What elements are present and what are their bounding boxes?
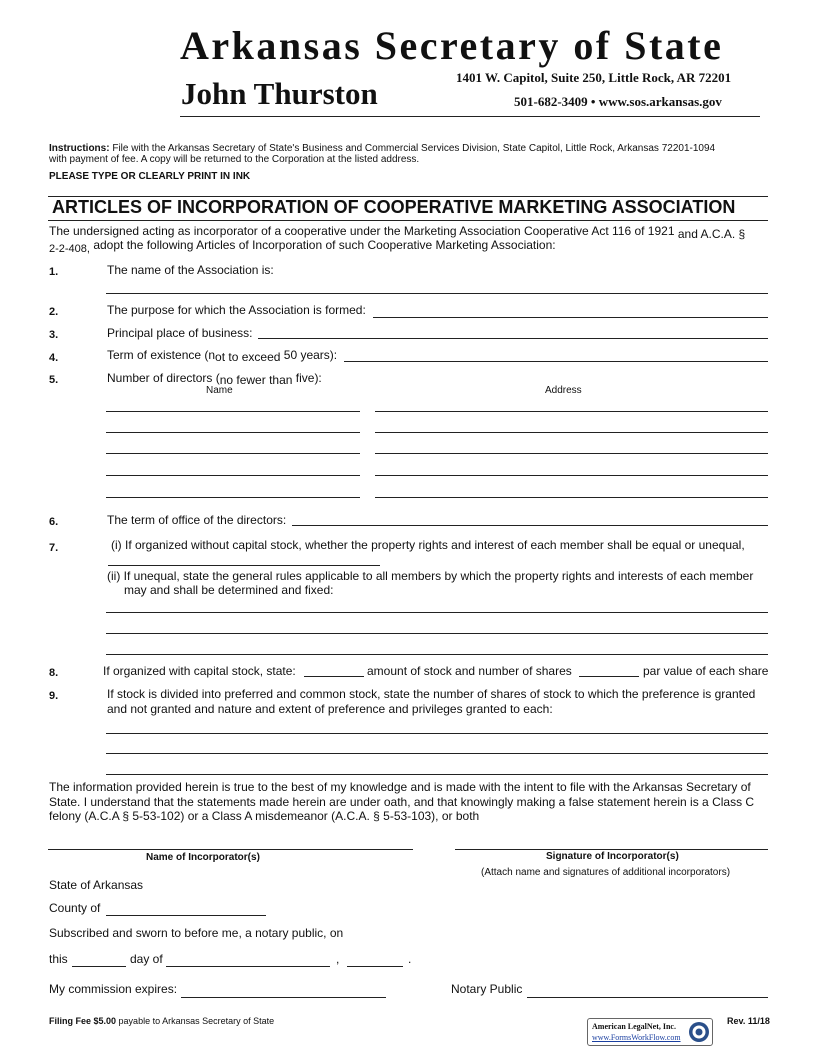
item-4-label [107, 348, 337, 362]
year-field[interactable] [347, 954, 403, 967]
term-of-existence-field[interactable] [344, 349, 768, 362]
rules-field[interactable] [106, 654, 768, 655]
legalnet-url[interactable]: www.FormsWorkFlow.com [592, 1033, 681, 1042]
item-8-par-label: par value of each share [643, 664, 769, 678]
month-field[interactable] [166, 954, 330, 967]
legalnet-logo [587, 1018, 713, 1046]
intro-line-1: The undersigned acting as incorporator of a cooperative under the Marketing Association Cooperative Act 116 of 1921 [49, 224, 675, 238]
rules-field[interactable] [106, 633, 768, 634]
attach-note: (Attach name and signatures of additional incorporators) [481, 867, 731, 878]
address-column-header: Address [545, 385, 582, 396]
item-6-number: 6. [49, 516, 59, 528]
oath-line-1: The information provided herein is true to the best of my knowledge and is made with the intent to file with the Arkansas Secretary of [49, 780, 751, 794]
revision [727, 1016, 770, 1026]
purpose-field[interactable] [373, 305, 768, 318]
item-1-number: 1. [49, 266, 59, 278]
item-8-label: If organized with capital stock, state: [103, 664, 296, 678]
header-rule [180, 116, 760, 117]
intro-aca: and A.C.A. § [677, 227, 746, 241]
incorporator-signature-label: Signature of Incorporator(s) [546, 851, 679, 862]
item-3-label: Principal place of business: [107, 326, 253, 340]
preference-field[interactable] [106, 733, 768, 734]
item-1-label: The name of the Association is: [107, 263, 274, 277]
this-label: this [49, 952, 68, 966]
item-8-number: 8. [49, 667, 59, 679]
item-5-text-a: Number of directors ( [107, 371, 220, 385]
period: . [408, 952, 412, 966]
rules-field[interactable] [106, 612, 768, 613]
header-address: 1401 W. Capitol, Suite 250, Little Rock, AR 72201 [456, 70, 732, 85]
filing-fee-text: payable to Arkansas Secretary of State [118, 1016, 275, 1026]
item-4-text-c: 50 years): [283, 348, 338, 362]
notary-signature-field[interactable] [527, 985, 768, 998]
item-4-number: 4. [49, 352, 59, 364]
par-value-field[interactable] [579, 664, 639, 677]
header-name: John Thurston [181, 76, 378, 111]
form-title: ARTICLES OF INCORPORATION OF COOPERATIVE MARKETING ASSOCIATION [52, 197, 736, 217]
county-label: County of [49, 901, 101, 915]
item-5-text-b: no fewer than [219, 373, 293, 387]
principal-place-field[interactable] [258, 326, 768, 339]
preference-field[interactable] [106, 753, 768, 754]
intro-line-2: adopt the following Articles of Incorporation of such Cooperative Marketing Association: [93, 238, 556, 252]
filing-fee [49, 1016, 274, 1026]
item-6-label: The term of office of the directors: [107, 513, 287, 527]
association-name-field[interactable] [106, 293, 768, 294]
item-5-number: 5. [49, 374, 59, 386]
intro-statute: 2-2-408, [49, 243, 90, 255]
header-title: Arkansas Secretary of State [180, 23, 724, 68]
incorporator-signature-field[interactable] [455, 849, 768, 850]
revision-label: Rev. [727, 1016, 746, 1026]
notary-label: Notary Public [451, 982, 523, 996]
amount-of-stock-field[interactable] [304, 664, 364, 677]
director-name-field[interactable] [106, 432, 360, 433]
item-3-number: 3. [49, 329, 59, 341]
title-rule-bottom [48, 220, 768, 221]
item-9-label: If stock is divided into preferred and common stock, state the number of shares of stock to which the preference is granted [107, 687, 756, 701]
item-9-label-cont: and not granted and nature and extent of preference and privileges granted to each: [107, 702, 553, 716]
name-column-header: Name [206, 385, 233, 396]
incorporator-name-label: Name of Incorporator(s) [146, 852, 260, 863]
comma: , [336, 952, 340, 966]
intro-text-2 [49, 238, 556, 255]
director-name-field[interactable] [106, 453, 360, 454]
item-9-number: 9. [49, 690, 59, 702]
item-2-number: 2. [49, 306, 59, 318]
director-address-field[interactable] [375, 475, 768, 476]
commission-label: My commission expires: [49, 982, 178, 996]
director-address-field[interactable] [375, 497, 768, 498]
instructions-text-2: with payment of fee. A copy will be returned to the Corporation at the listed address. [49, 154, 420, 165]
oath-text [49, 780, 754, 824]
oath-line-3: felony (A.C.A § 5-53-102) or a Class A misdemeanor (A.C.A. § 5-53-103), or both [49, 809, 480, 823]
item-4-text-b: ot to exceed [215, 350, 281, 364]
county-field[interactable] [106, 903, 266, 916]
sworn-text: Subscribed and sworn to before me, a notary public, on [49, 926, 344, 940]
header-contact: 501-682-3409 • www.sos.arkansas.gov [514, 94, 722, 109]
director-address-field[interactable] [375, 453, 768, 454]
instructions-label: Instructions: [49, 143, 110, 154]
legalnet-name: American LegalNet, Inc. [592, 1022, 676, 1031]
item-7-number: 7. [49, 542, 59, 554]
globe-icon [688, 1021, 710, 1043]
oath-line-2: State. I understand that the statements made herein are under oath, and that knowingly making a false statement herein is a Class C [49, 794, 755, 809]
item-5-text-c: five): [295, 371, 322, 385]
revision-number: 11/18 [747, 1016, 770, 1026]
item-5-label [107, 371, 322, 385]
item-2-label: The purpose for which the Association is formed: [107, 303, 366, 317]
director-address-field[interactable] [375, 432, 768, 433]
item-7-part-ii-cont: may and shall be determined and fixed: [124, 583, 334, 597]
print-note: PLEASE TYPE OR CLEARLY PRINT IN INK [49, 171, 251, 182]
item-7-part-ii: (ii) If unequal, state the general rules applicable to all members by which the property rights and interests of each member [107, 569, 754, 583]
director-name-field[interactable] [106, 411, 360, 412]
day-field[interactable] [72, 954, 126, 967]
item-7-part-i: (i) If organized without capital stock, whether the property rights and interest of each member shall be equal or unequal, [111, 538, 745, 552]
equal-unequal-field[interactable] [108, 565, 380, 566]
item-4-text-a: Term of existence (n [107, 348, 216, 362]
director-name-field[interactable] [106, 497, 360, 498]
intro-text [49, 224, 746, 241]
director-address-field[interactable] [375, 411, 768, 412]
state-label: State of Arkansas [49, 878, 144, 892]
preference-field[interactable] [106, 774, 768, 775]
commission-expires-field[interactable] [181, 985, 386, 998]
director-name-field[interactable] [106, 475, 360, 476]
filing-fee-amount: Filing Fee $5.00 [49, 1016, 117, 1026]
day-of-label: day of [130, 952, 163, 966]
term-of-office-field[interactable] [292, 513, 768, 526]
instructions-text: File with the Arkansas Secretary of State's Business and Commercial Services Division, State Capitol, Little Rock, Arkansas 72201-1094 [112, 143, 716, 154]
incorporator-name-field[interactable] [48, 849, 413, 850]
item-8-shares-label: amount of stock and number of shares [367, 664, 572, 678]
instructions [49, 143, 715, 154]
